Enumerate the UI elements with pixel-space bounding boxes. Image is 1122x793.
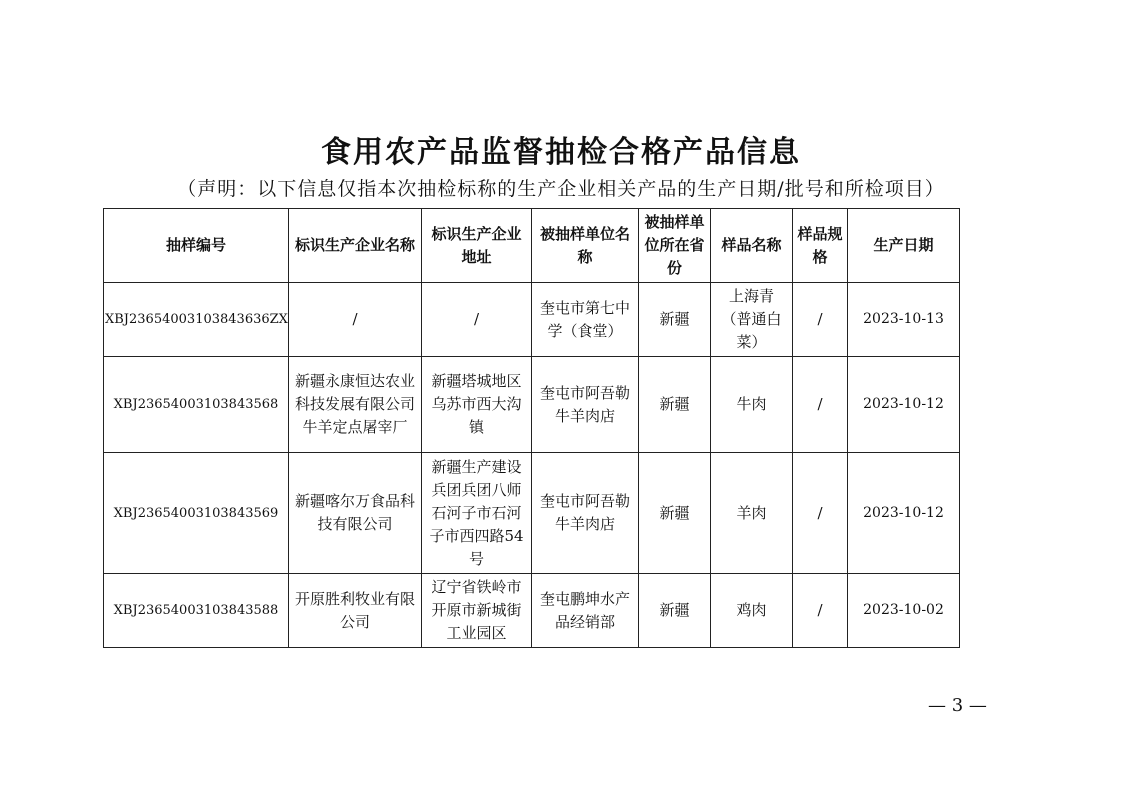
cell-sample-code: XBJ23654003103843568 <box>104 357 289 453</box>
header-sample-name: 样品名称 <box>711 209 793 283</box>
cell-producer-address: 新疆塔城地区乌苏市西大沟镇 <box>422 357 532 453</box>
cell-sample-code: XBJ23654003103843588 <box>104 574 289 648</box>
table-row <box>104 574 960 648</box>
cell-sampled-unit: 奎屯市阿吾勒牛羊肉店 <box>532 357 639 453</box>
cell-sample-name: 牛肉 <box>711 357 793 453</box>
cell-producer-address: 新疆生产建设兵团兵团八师石河子市石河子市西四路54号 <box>422 453 532 574</box>
header-producer-address: 标识生产企业地址 <box>422 209 532 283</box>
cell-province: 新疆 <box>639 574 711 648</box>
table-row <box>104 453 960 574</box>
cell-province: 新疆 <box>639 453 711 574</box>
header-producer-name: 标识生产企业名称 <box>289 209 422 283</box>
cell-production-date: 2023-10-12 <box>848 453 960 574</box>
page-title: 食用农产品监督抽检合格产品信息 <box>321 135 801 170</box>
page-number: — 3 — <box>928 695 987 716</box>
cell-province: 新疆 <box>639 357 711 453</box>
cell-sampled-unit: 奎屯鹏坤水产品经销部 <box>532 574 639 648</box>
cell-sampled-unit: 奎屯市阿吾勒牛羊肉店 <box>532 453 639 574</box>
cell-sampled-unit: 奎屯市第七中学（食堂） <box>532 283 639 357</box>
header-province: 被抽样单位所在省份 <box>639 209 711 283</box>
cell-sample-spec: / <box>793 574 848 648</box>
header-sample-code: 抽样编号 <box>104 209 289 283</box>
cell-province: 新疆 <box>639 283 711 357</box>
disclaimer-note: （声明：以下信息仅指本次抽检标称的生产企业相关产品的生产日期/批号和所检项目） <box>177 178 945 200</box>
cell-sample-name: 鸡肉 <box>711 574 793 648</box>
cell-producer-name: 新疆喀尔万食品科技有限公司 <box>289 453 422 574</box>
table-row <box>104 357 960 453</box>
cell-sample-code: XBJ23654003103843636ZX <box>104 283 289 357</box>
cell-producer-address: 辽宁省铁岭市开原市新城街工业园区 <box>422 574 532 648</box>
cell-sample-name: 上海青（普通白菜） <box>711 283 793 357</box>
header-sample-spec: 样品规格 <box>793 209 848 283</box>
cell-sample-spec: / <box>793 283 848 357</box>
table-header-row <box>104 209 960 283</box>
cell-production-date: 2023-10-12 <box>848 357 960 453</box>
cell-sample-name: 羊肉 <box>711 453 793 574</box>
cell-producer-address: / <box>422 283 532 357</box>
cell-production-date: 2023-10-13 <box>848 283 960 357</box>
table-row <box>104 283 960 357</box>
cell-producer-name: / <box>289 283 422 357</box>
inspection-results-table <box>103 208 960 648</box>
cell-producer-name: 新疆永康恒达农业科技发展有限公司牛羊定点屠宰厂 <box>289 357 422 453</box>
cell-sample-spec: / <box>793 453 848 574</box>
cell-producer-name: 开原胜利牧业有限公司 <box>289 574 422 648</box>
cell-production-date: 2023-10-02 <box>848 574 960 648</box>
cell-sample-spec: / <box>793 357 848 453</box>
header-production-date: 生产日期 <box>848 209 960 283</box>
header-sampled-unit: 被抽样单位名称 <box>532 209 639 283</box>
cell-sample-code: XBJ23654003103843569 <box>104 453 289 574</box>
